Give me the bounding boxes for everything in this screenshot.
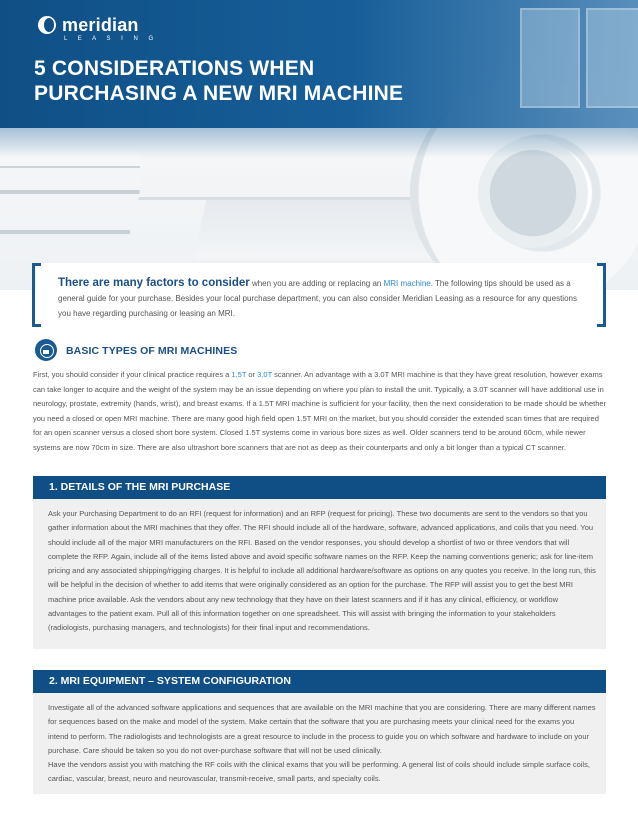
intro-text — [58, 276, 588, 321]
mri-scanner-icon — [35, 339, 57, 361]
page-title-line-1: 5 CONSIDERATIONS WHEN — [34, 57, 315, 80]
intro-text-b: . The following tips should be used as a general guide for your purchase. Besides your local purchase department, you can also consider Meridian Leasing as a resource for any questions you have regarding purchasing or leasing an MRI. — [58, 279, 577, 318]
hero-image — [0, 0, 638, 290]
page-title — [34, 56, 474, 106]
basic-types-paragraph — [33, 368, 607, 455]
brand-name: meridian — [62, 15, 139, 35]
basic-text-a: First, you should consider if your clinical practice requires a — [33, 370, 232, 379]
window — [586, 8, 638, 108]
basic-types-heading: BASIC TYPES OF MRI MACHINES — [66, 345, 238, 357]
link-1-5t[interactable]: 1.5T — [231, 370, 247, 379]
bracket-right — [597, 263, 606, 327]
section-2-text-1: Investigate all of the advanced software applications and sequences that are available on the MRI machine that you are considering. There are many different names for sequences based on the make and model of the system. Make certain that the software that you are purchasing meets your clinical need for the exams you intend to perform. The radiologists and technologists are a great resource to include in the process to guide you on which software and hardware to include on your purchase. Care should be taken so you do not over-purchase software that will not be used clinically. — [48, 703, 596, 755]
bracket-left — [32, 263, 41, 327]
window — [520, 8, 580, 108]
section-1-heading: 1. DETAILS OF THE MRI PURCHASE — [33, 476, 606, 499]
section-2-text-2: Have the vendors assist you with matching the RF coils with the clinical exams that you will be performing. A general list of coils should include simple surface coils, cardiac, vascular, breast, neuro and neurovascular, transmit-receive, small parts, and specialty coils. — [48, 760, 590, 784]
title-band-fade — [0, 128, 638, 158]
link-3-0t[interactable]: 3.0T — [257, 370, 273, 379]
intro-text-a: when you are adding or replacing an — [249, 279, 384, 288]
page-title-line-2: PURCHASING A NEW MRI MACHINE — [34, 82, 404, 105]
bed-rail — [0, 230, 130, 234]
section-2-heading: 2. MRI EQUIPMENT – SYSTEM CONFIGURATION — [33, 670, 606, 693]
meridian-logo-icon — [38, 16, 56, 34]
section-1-text: Ask your Purchasing Department to do an RFI (request for information) and an RFP (request for pricing). These two documents are sent to the vendors so that you gather information about the MRI machines that they offer. The RFI should include all of the hardware, software, advanced applications, and coils that you need. You should include all of the major MRI manufacturers on the RFI. Based on the vendor responses, you should develop a shortlist of two or three vendors that will complete the RFP. Again, include all of the items listed above and avoid specific software names on the RFP. Keep the naming conventions generic; ask for line-item pricing and any associated shipping/rigging charges. It is helpful to include all additional hardware/software as options on any quotes you receive. In the long run, this will be helpful in the decision of whether to add items that were originally considered as an option for the purchase. The RFP will assist you to get the best MRI machine price available. Ask the vendors about any new technology that they have on their latest scanners and if it has any clinical, efficiency, or workflow advantages to the patient exam. Pull all of this information together on one spreadsheet. This will assist with bringing the information to your stakeholders (radiologists, purchasing managers, and technologists) for their final input and recommendations. — [48, 509, 596, 633]
basic-text-c: scanner. An advantage with a 3.0T MRI machine is that they have great resolution, however exams can take longer to acquire and the weight of the system may be an issue depending on where you plan to install the unit. Typically, a 3.0T scanner will have additional use in neurology, prostate, extremity (hands, wrist), and breast exams. If a 1.5T MRI machine is sufficient for your facility, then the next consideration to be made should be whether you need a closed or open MRI machine. There are many good high field open 1.5T MRI on the market, but you should consider the extended scan times that are required for an open scanner versus a closed short bore system. Closed 1.5T systems come in various bore sizes as well. Older scanners tend to be around 60cm, while newer systems are now 70cm in size. There are also ultrashort bore scanners that are not as deep as their counterparts and only a bit longer than a typical CT scanner. — [33, 370, 607, 452]
meridian-logo[interactable] — [38, 16, 139, 34]
brand-subtitle: L E A S I N G — [64, 36, 158, 42]
mri-machine-link[interactable]: MRI machine — [383, 279, 431, 288]
basic-text-b: or — [246, 370, 258, 379]
intro-lead: There are many factors to consider — [58, 277, 250, 289]
